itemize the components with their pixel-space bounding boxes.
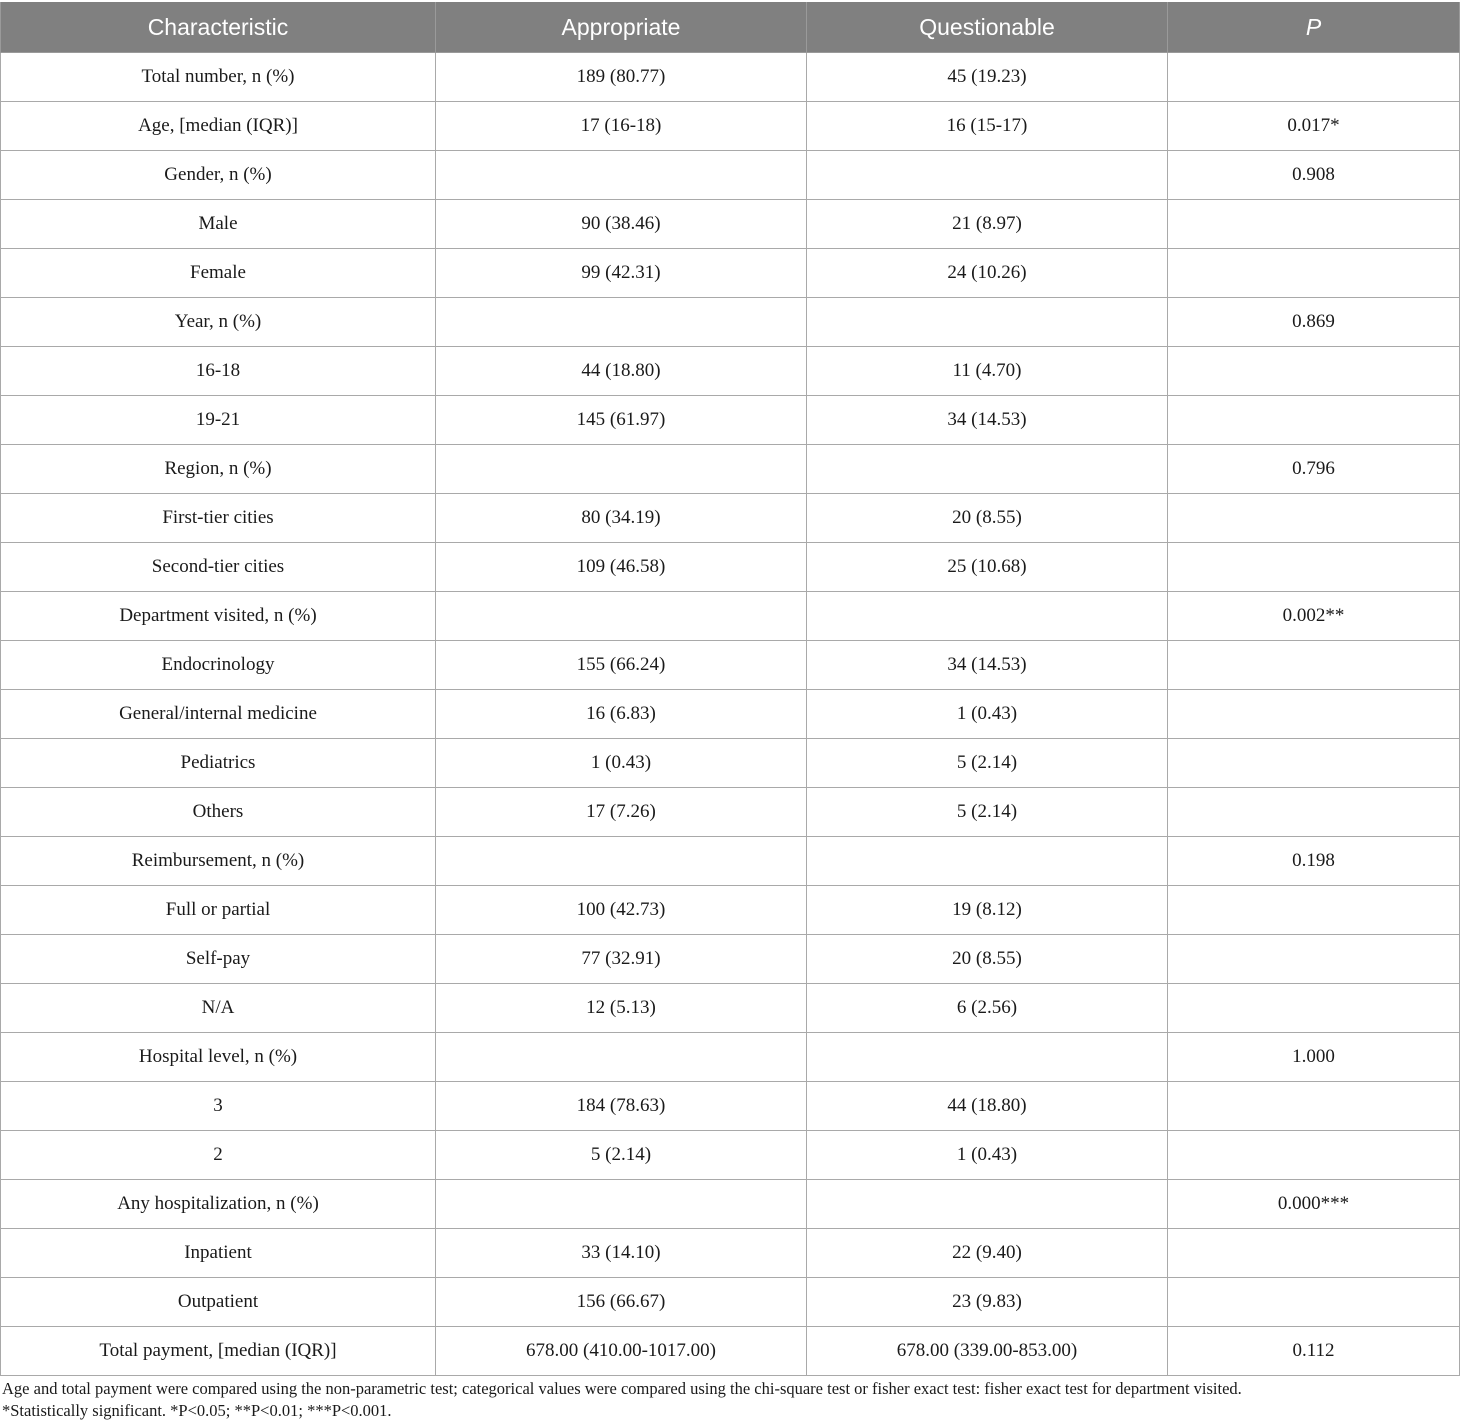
cell-characteristic: Department visited, n (%) xyxy=(1,592,436,641)
cell-characteristic: Others xyxy=(1,788,436,837)
cell-questionable: 44 (18.80) xyxy=(807,1082,1168,1131)
characteristics-table-container xyxy=(0,2,1459,1376)
table-row xyxy=(1,1327,1460,1376)
cell-p-value xyxy=(1168,788,1460,837)
cell-questionable xyxy=(807,298,1168,347)
cell-p-value: 1.000 xyxy=(1168,1033,1460,1082)
cell-appropriate xyxy=(436,837,807,886)
header-characteristic: Characteristic xyxy=(1,2,436,53)
table-row xyxy=(1,984,1460,1033)
cell-p-value xyxy=(1168,53,1460,102)
cell-questionable xyxy=(807,445,1168,494)
cell-p-value xyxy=(1168,935,1460,984)
cell-characteristic: Gender, n (%) xyxy=(1,151,436,200)
cell-appropriate: 184 (78.63) xyxy=(436,1082,807,1131)
table-row xyxy=(1,1033,1460,1082)
cell-characteristic: Age, [median (IQR)] xyxy=(1,102,436,151)
cell-characteristic: Pediatrics xyxy=(1,739,436,788)
cell-p-value: 0.796 xyxy=(1168,445,1460,494)
cell-appropriate: 80 (34.19) xyxy=(436,494,807,543)
table-row xyxy=(1,102,1460,151)
cell-p-value: 0.908 xyxy=(1168,151,1460,200)
characteristics-table xyxy=(0,2,1460,1376)
cell-questionable xyxy=(807,151,1168,200)
table-row xyxy=(1,886,1460,935)
cell-appropriate xyxy=(436,1033,807,1082)
cell-p-value xyxy=(1168,200,1460,249)
cell-questionable: 678.00 (339.00-853.00) xyxy=(807,1327,1168,1376)
cell-characteristic: Total payment, [median (IQR)] xyxy=(1,1327,436,1376)
cell-characteristic: N/A xyxy=(1,984,436,1033)
table-row xyxy=(1,837,1460,886)
header-questionable: Questionable xyxy=(807,2,1168,53)
cell-p-value xyxy=(1168,641,1460,690)
footnote-methods: Age and total payment were compared using the non-parametric test; categorical values were compared using the chi-square test or fisher exact test: fisher exact test for department visited. xyxy=(2,1379,1242,1398)
table-row xyxy=(1,151,1460,200)
cell-characteristic: General/internal medicine xyxy=(1,690,436,739)
table-row xyxy=(1,347,1460,396)
table-row xyxy=(1,592,1460,641)
cell-p-value: 0.017* xyxy=(1168,102,1460,151)
cell-p-value xyxy=(1168,347,1460,396)
cell-questionable: 23 (9.83) xyxy=(807,1278,1168,1327)
cell-questionable: 1 (0.43) xyxy=(807,1131,1168,1180)
cell-characteristic: Total number, n (%) xyxy=(1,53,436,102)
cell-questionable xyxy=(807,837,1168,886)
cell-appropriate: 155 (66.24) xyxy=(436,641,807,690)
cell-appropriate: 77 (32.91) xyxy=(436,935,807,984)
header-appropriate: Appropriate xyxy=(436,2,807,53)
table-row xyxy=(1,641,1460,690)
cell-appropriate: 17 (16-18) xyxy=(436,102,807,151)
cell-characteristic: 16-18 xyxy=(1,347,436,396)
table-row xyxy=(1,396,1460,445)
table-row xyxy=(1,1229,1460,1278)
cell-appropriate: 16 (6.83) xyxy=(436,690,807,739)
cell-p-value xyxy=(1168,543,1460,592)
cell-p-value xyxy=(1168,886,1460,935)
cell-questionable: 22 (9.40) xyxy=(807,1229,1168,1278)
table-row xyxy=(1,1131,1460,1180)
cell-appropriate: 44 (18.80) xyxy=(436,347,807,396)
cell-questionable: 20 (8.55) xyxy=(807,494,1168,543)
table-row xyxy=(1,494,1460,543)
cell-p-value xyxy=(1168,494,1460,543)
table-row xyxy=(1,788,1460,837)
cell-appropriate: 5 (2.14) xyxy=(436,1131,807,1180)
cell-p-value xyxy=(1168,396,1460,445)
cell-appropriate: 1 (0.43) xyxy=(436,739,807,788)
cell-p-value: 0.000*** xyxy=(1168,1180,1460,1229)
cell-p-value xyxy=(1168,1278,1460,1327)
cell-appropriate: 678.00 (410.00-1017.00) xyxy=(436,1327,807,1376)
cell-appropriate: 17 (7.26) xyxy=(436,788,807,837)
cell-questionable: 5 (2.14) xyxy=(807,788,1168,837)
cell-p-value xyxy=(1168,690,1460,739)
cell-appropriate: 99 (42.31) xyxy=(436,249,807,298)
table-row xyxy=(1,249,1460,298)
table-row xyxy=(1,53,1460,102)
table-row xyxy=(1,200,1460,249)
cell-questionable xyxy=(807,1033,1168,1082)
cell-questionable: 25 (10.68) xyxy=(807,543,1168,592)
cell-appropriate xyxy=(436,151,807,200)
table-row xyxy=(1,1278,1460,1327)
cell-appropriate: 90 (38.46) xyxy=(436,200,807,249)
cell-appropriate: 12 (5.13) xyxy=(436,984,807,1033)
cell-p-value xyxy=(1168,739,1460,788)
cell-p-value: 0.869 xyxy=(1168,298,1460,347)
table-row xyxy=(1,298,1460,347)
cell-p-value xyxy=(1168,1131,1460,1180)
cell-questionable: 6 (2.56) xyxy=(807,984,1168,1033)
cell-questionable xyxy=(807,592,1168,641)
cell-characteristic: Endocrinology xyxy=(1,641,436,690)
table-row xyxy=(1,445,1460,494)
cell-characteristic: Male xyxy=(1,200,436,249)
cell-characteristic: Self-pay xyxy=(1,935,436,984)
table-row xyxy=(1,1082,1460,1131)
table-row xyxy=(1,690,1460,739)
cell-appropriate: 156 (66.67) xyxy=(436,1278,807,1327)
cell-questionable: 34 (14.53) xyxy=(807,641,1168,690)
cell-appropriate: 109 (46.58) xyxy=(436,543,807,592)
cell-characteristic: Female xyxy=(1,249,436,298)
cell-characteristic: 2 xyxy=(1,1131,436,1180)
cell-characteristic: Hospital level, n (%) xyxy=(1,1033,436,1082)
cell-questionable: 45 (19.23) xyxy=(807,53,1168,102)
cell-characteristic: Year, n (%) xyxy=(1,298,436,347)
header-row xyxy=(1,2,1460,53)
cell-characteristic: 3 xyxy=(1,1082,436,1131)
cell-questionable: 19 (8.12) xyxy=(807,886,1168,935)
cell-questionable: 20 (8.55) xyxy=(807,935,1168,984)
footnote-significance: *Statistically significant. *P<0.05; **P<0.01; ***P<0.001. xyxy=(2,1401,392,1420)
cell-appropriate xyxy=(436,1180,807,1229)
table-row xyxy=(1,1180,1460,1229)
cell-p-value: 0.112 xyxy=(1168,1327,1460,1376)
cell-p-value xyxy=(1168,1229,1460,1278)
cell-appropriate xyxy=(436,298,807,347)
cell-p-value xyxy=(1168,984,1460,1033)
cell-questionable: 5 (2.14) xyxy=(807,739,1168,788)
cell-p-value xyxy=(1168,249,1460,298)
table-body xyxy=(1,53,1460,1376)
table-row xyxy=(1,935,1460,984)
cell-questionable: 16 (15-17) xyxy=(807,102,1168,151)
cell-questionable: 24 (10.26) xyxy=(807,249,1168,298)
cell-p-value: 0.002** xyxy=(1168,592,1460,641)
cell-questionable xyxy=(807,1180,1168,1229)
cell-appropriate: 145 (61.97) xyxy=(436,396,807,445)
cell-questionable: 1 (0.43) xyxy=(807,690,1168,739)
cell-questionable: 11 (4.70) xyxy=(807,347,1168,396)
cell-p-value: 0.198 xyxy=(1168,837,1460,886)
cell-characteristic: Any hospitalization, n (%) xyxy=(1,1180,436,1229)
cell-appropriate xyxy=(436,445,807,494)
table-row xyxy=(1,543,1460,592)
cell-appropriate xyxy=(436,592,807,641)
cell-characteristic: Second-tier cities xyxy=(1,543,436,592)
table-row xyxy=(1,739,1460,788)
cell-p-value xyxy=(1168,1082,1460,1131)
cell-characteristic: Full or partial xyxy=(1,886,436,935)
cell-characteristic: First-tier cities xyxy=(1,494,436,543)
cell-appropriate: 189 (80.77) xyxy=(436,53,807,102)
cell-questionable: 21 (8.97) xyxy=(807,200,1168,249)
cell-characteristic: 19-21 xyxy=(1,396,436,445)
cell-characteristic: Reimbursement, n (%) xyxy=(1,837,436,886)
cell-characteristic: Region, n (%) xyxy=(1,445,436,494)
header-p-value: P xyxy=(1168,2,1460,53)
cell-appropriate: 100 (42.73) xyxy=(436,886,807,935)
cell-questionable: 34 (14.53) xyxy=(807,396,1168,445)
cell-characteristic: Inpatient xyxy=(1,1229,436,1278)
cell-appropriate: 33 (14.10) xyxy=(436,1229,807,1278)
table-header xyxy=(1,2,1460,53)
table-footnote xyxy=(2,1378,1458,1422)
cell-characteristic: Outpatient xyxy=(1,1278,436,1327)
